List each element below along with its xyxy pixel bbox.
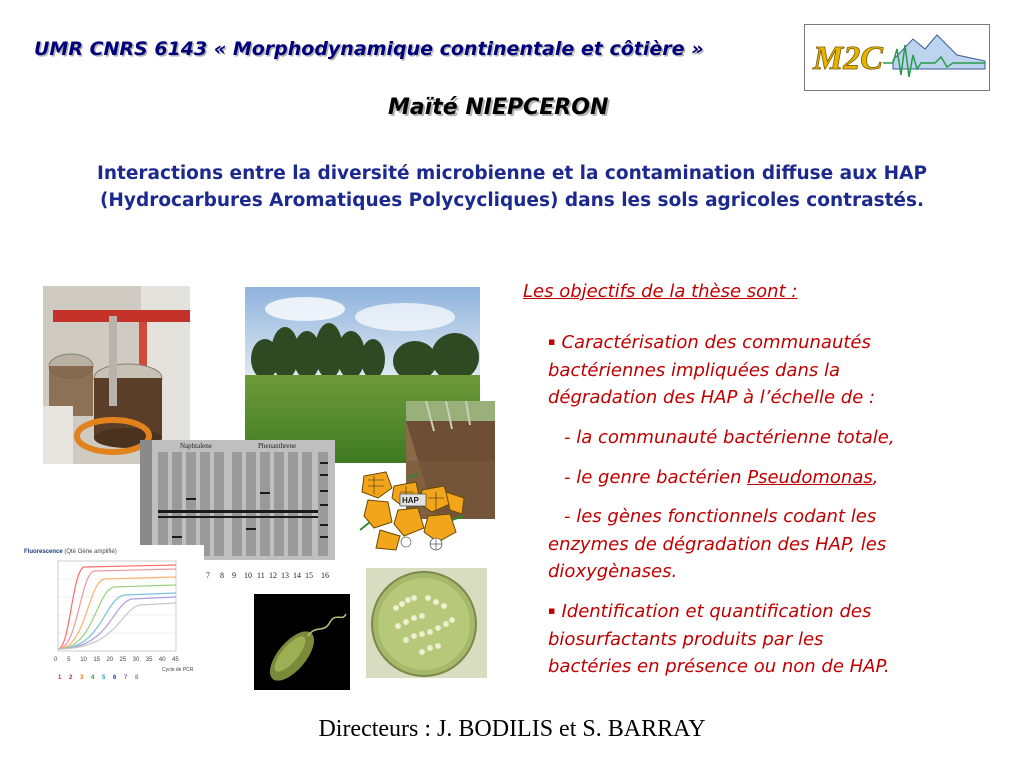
thesis-title-line1: Interactions entre la diversité microbienne et la contamination diffuse aux HAP <box>96 163 928 184</box>
objective-sub-2-prefix: - le genre bactérien <box>564 467 748 488</box>
bullet-icon: ▪ <box>548 335 556 348</box>
qpcr-xlabel: Cycle de PCR <box>162 667 194 673</box>
m2c-logo-graphic <box>805 25 989 90</box>
bullet-icon: ▪ <box>548 604 556 617</box>
logo-lettering: M2C <box>813 40 883 77</box>
qpcr-sample-number: 1 <box>58 675 62 681</box>
objective-item-1-text-l2: bactériennes impliquées dans la <box>548 359 840 381</box>
thesis-directors: Directeurs : J. BODILIS et S. BARRAY <box>318 716 706 742</box>
objective-sub-3-l3: dioxygènases. <box>548 561 678 582</box>
gel-lane-number: 13 <box>281 571 289 580</box>
qpcr-figure-title <box>24 549 117 555</box>
hap-soil-aggregate-diagram <box>358 470 470 552</box>
objectives-heading: Les objectifs de la thèse sont : <box>523 281 798 302</box>
qpcr-x-tick: 30 <box>132 657 140 663</box>
objective-item-2-text-l3: bactéries en présence ou non de HAP. <box>548 656 890 677</box>
gel-lane-number: 10 <box>244 571 252 580</box>
thesis-title-line2: (Hydrocarbures Aromatiques Polycycliques) dans les sols agricoles contrastés. <box>99 190 925 211</box>
thesis-title <box>20 160 1004 214</box>
gel-lane-number: 7 <box>206 571 210 580</box>
qpcr-x-tick: 20 <box>106 657 114 663</box>
objective-sub-3-l1: - les gènes fonctionnels codant les <box>564 506 877 527</box>
gel-lane-number: 16 <box>321 571 329 580</box>
qpcr-sample-number: 2 <box>69 675 73 681</box>
author-name: Maïté NIEPCERON <box>388 95 609 120</box>
objective-item-2 <box>548 597 1018 681</box>
qpcr-title-rest: (Qté Gène amplifié) <box>62 549 117 555</box>
qpcr-sample-number: 7 <box>124 675 128 681</box>
qpcr-sample-number: 5 <box>102 675 106 681</box>
gel-lane-number: 8 <box>220 571 224 580</box>
qpcr-x-tick: 10 <box>80 657 87 663</box>
objective-item-2-text-l2: biosurfactants produits par les <box>548 628 824 650</box>
qpcr-x-tick: 25 <box>119 657 127 663</box>
objective-sub-3 <box>548 503 1018 586</box>
gel-lane-number: 9 <box>232 571 236 580</box>
objective-sub-1: - la communauté bactérienne totale, <box>564 427 895 448</box>
gel-lane-number: 11 <box>257 571 265 580</box>
qpcr-sample-number: 6 <box>113 675 117 681</box>
objective-item-1-text-l3: dégradation des HAP à l’échelle de : <box>548 387 876 408</box>
hap-center-label: HAP <box>402 496 419 505</box>
objective-item-2-line1 <box>548 597 1018 626</box>
gel-lane-number: 15 <box>305 571 313 580</box>
qpcr-amplification-figure <box>20 545 204 685</box>
gel-lane-number: 12 <box>269 571 277 580</box>
objective-item-2-text-l1: Identification et quantification des <box>561 601 872 622</box>
gel-lane-number: 14 <box>293 571 301 580</box>
gel-label-phenanthrene: Phenanthrene <box>258 442 297 450</box>
objective-item-1-text-l1: Caractérisation des communautés <box>561 332 871 353</box>
qpcr-x-tick: 45 <box>172 657 179 663</box>
qpcr-sample-number: 4 <box>91 675 95 681</box>
objective-item-1-line1 <box>548 328 1018 357</box>
qpcr-title-bold: Fluorescence <box>24 549 63 555</box>
qpcr-x-tick: 40 <box>158 657 166 663</box>
objective-sub-2 <box>564 464 1014 492</box>
objective-sub-2-suffix: , <box>872 467 879 488</box>
qpcr-sample-number: 8 <box>135 675 139 681</box>
petri-dish-colonies-photo <box>366 568 487 678</box>
pseudomonas-genus: Pseudomonas <box>747 467 873 488</box>
bacterium-microscopy-image <box>254 594 350 690</box>
qpcr-x-tick: 0 <box>54 657 58 663</box>
qpcr-x-tick: 35 <box>145 657 153 663</box>
qpcr-sample-numbers <box>58 675 139 681</box>
lab-soil-jars-photo <box>43 286 190 464</box>
objective-sub-3-l2: enzymes de dégradation des HAP, les <box>548 533 887 555</box>
gel-label-naphtalene: Naphtalene <box>180 442 212 450</box>
m2c-logo <box>804 24 990 91</box>
qpcr-x-tick: 5 <box>67 657 71 663</box>
qpcr-x-ticks <box>54 657 179 663</box>
qpcr-sample-number: 3 <box>80 675 84 681</box>
lab-title: UMR CNRS 6143 « Morphodynamique continentale et côtière » <box>34 38 704 60</box>
qpcr-x-tick: 15 <box>93 657 101 663</box>
objective-item-1 <box>548 328 1018 412</box>
